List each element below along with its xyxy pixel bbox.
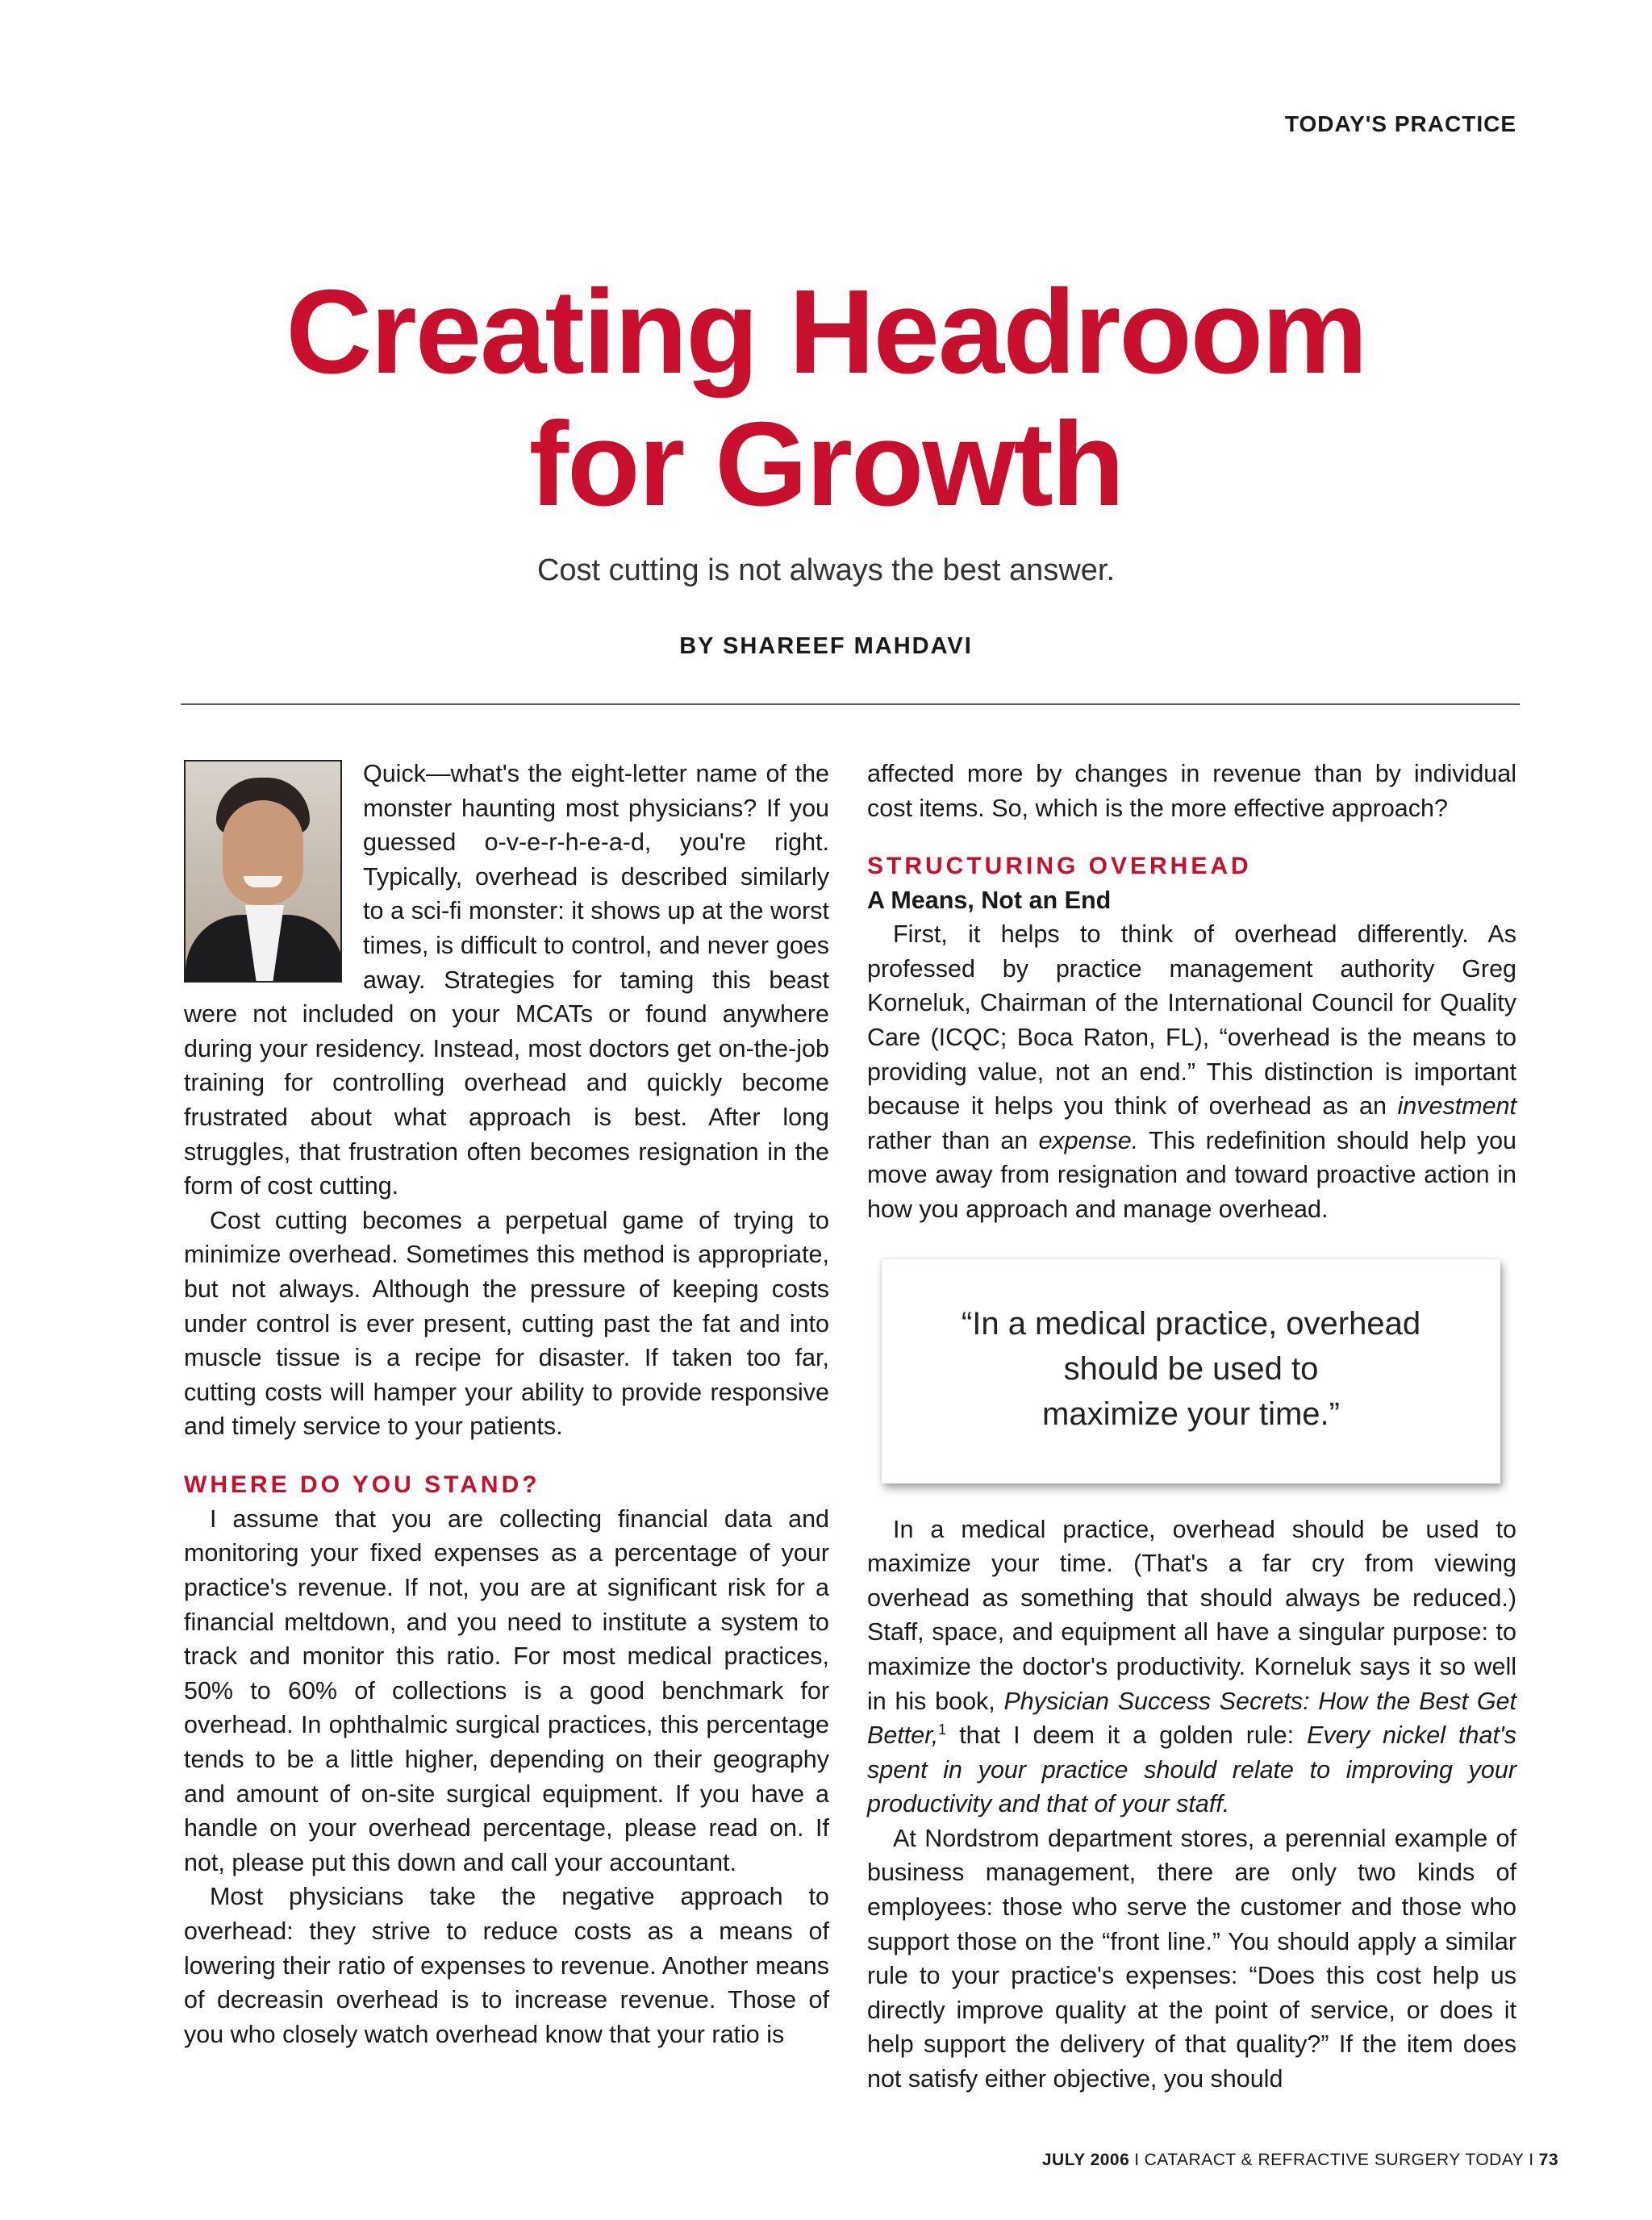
paragraph: Most physicians take the negative approach to overhead: they strive to reduce costs as a means of lowering their ratio of expenses to revenue. Another means of decreasin overhead is to increase revenue. Those of you who closely watch overhead know that your ratio is <box>184 1883 829 2048</box>
emphasis: expense. <box>1038 1126 1139 1154</box>
paragraph: affected more by changes in revenue than by individual cost items. So, which is the more effective approach? <box>867 760 1516 822</box>
footnote-ref: 1 <box>938 1721 947 1738</box>
article-subtitle: Cost cutting is not always the best answer. <box>536 553 1116 587</box>
golden-rule: Every nickel that's spent in your practice should relate to improving your productivity and that of your staff. <box>867 1721 1516 1818</box>
section-heading: STRUCTURING OVERHEAD <box>867 853 1252 880</box>
section-tag: TODAY'S PRACTICE <box>1284 111 1516 136</box>
book-title: Physician Success Secrets: How the Best Get Better, <box>867 1687 1516 1750</box>
page-footer: JULY 2006 I CATARACT & REFRACTIVE SURGERY TODAY I 73 <box>1041 2151 1558 2169</box>
author-photo <box>184 760 342 983</box>
paragraph: Quick—what's the eight-letter name of the monster haunting most physicians? If you guessed o-v-e-r-h-e-a-d, you're right. Typically, overhead is described similarly to a sci-fi monster: it shows up at the worst times, is difficult to control, and never goes away. Strategies for taming this beast were not included on your MCATs or found anywhere during your residency. Instead, most doctors get on-the-job training for controlling overhead and quickly become frustrated about what approach is best. After long struggles, that frustration often becomes resignation in the form of cost cutting. <box>184 760 829 1200</box>
emphasis: investment <box>1397 1092 1516 1120</box>
publication-name: CATARACT & REFRACTIVE SURGERY TODAY <box>1144 2151 1525 2169</box>
paragraph: In a medical practice, overhead should be used to maximize your time. (That's a far cry from viewing overhead as something that should always be reduced.) Staff, space, and equipment all have a singular purpose: to maximize the doctor's productivity. Korneluk says it so well in his book, Physician Success Secrets: How the Best Get Better,$^1$ that I deem it a golden rule: Every nickel that's spent in your practice should relate to improving your productivity and that of your staff. <box>867 1515 1516 1818</box>
title-line-2: for Growth <box>528 398 1124 531</box>
right-column <box>867 757 1516 2097</box>
section-heading: WHERE DO YOU STAND? <box>184 1471 540 1498</box>
paragraph: At Nordstrom department stores, a perennial example of business management, there are only two kinds of employees: those who serve the customer and those who support those on the “front line.” You should apply a similar rule to your practice's expenses: “Does this cost help us directly improve quality at the point of service, or does it help support the delivery of that quality?” If the item does not satisfy either objective, you should <box>867 1824 1516 2093</box>
issue-date: JULY 2006 <box>1041 2151 1130 2169</box>
title-line-1: Creating Headroom <box>286 265 1366 399</box>
page-number: 73 <box>1538 2151 1558 2169</box>
divider <box>181 703 1520 705</box>
byline: BY SHAREEF MAHDAVI <box>679 633 973 659</box>
paragraph: First, it helps to think of overhead differently. As professed by practice management authority Greg Korneluk, Chairman of the International Council for Quality Care (ICQC; Boca Raton, FL), “overhead is the means to providing value, not an end.” This distinction is important because it helps you think of overhead as an investment rather than an expense. This redefinition should help you move away from resignation and toward proactive action in how you approach and manage overhead. <box>867 920 1516 1223</box>
sub-heading: A Means, Not an End <box>867 887 1112 915</box>
left-column <box>184 757 829 2051</box>
article-title <box>0 266 1652 531</box>
pull-quote: “In a medical practice, overhead should be used to maximize your time.” <box>882 1259 1500 1483</box>
paragraph: Cost cutting becomes a perpetual game of trying to minimize overhead. Sometimes this method is appropriate, but not always. Although the pressure of keeping costs under control is ever present, cutting past the fat and into muscle tissue is a recipe for disaster. If taken too far, cutting costs will hamper your ability to provide responsive and timely service to your patients. <box>184 1206 829 1441</box>
paragraph: I assume that you are collecting financial data and monitoring your fixed expenses as a percentage of your practice's revenue. If not, you are at significant risk for a financial meltdown, and you need to institute a system to track and monitor this ratio. For most medical practices, 50% to 60% of collections is a good benchmark for overhead. In ophthalmic surgical practices, this percentage tends to be a little higher, depending on their geography and amount of on-site surgical equipment. If you have a handle on your overhead percentage, please read on. If not, please put this down and call your accountant. <box>184 1504 829 1876</box>
